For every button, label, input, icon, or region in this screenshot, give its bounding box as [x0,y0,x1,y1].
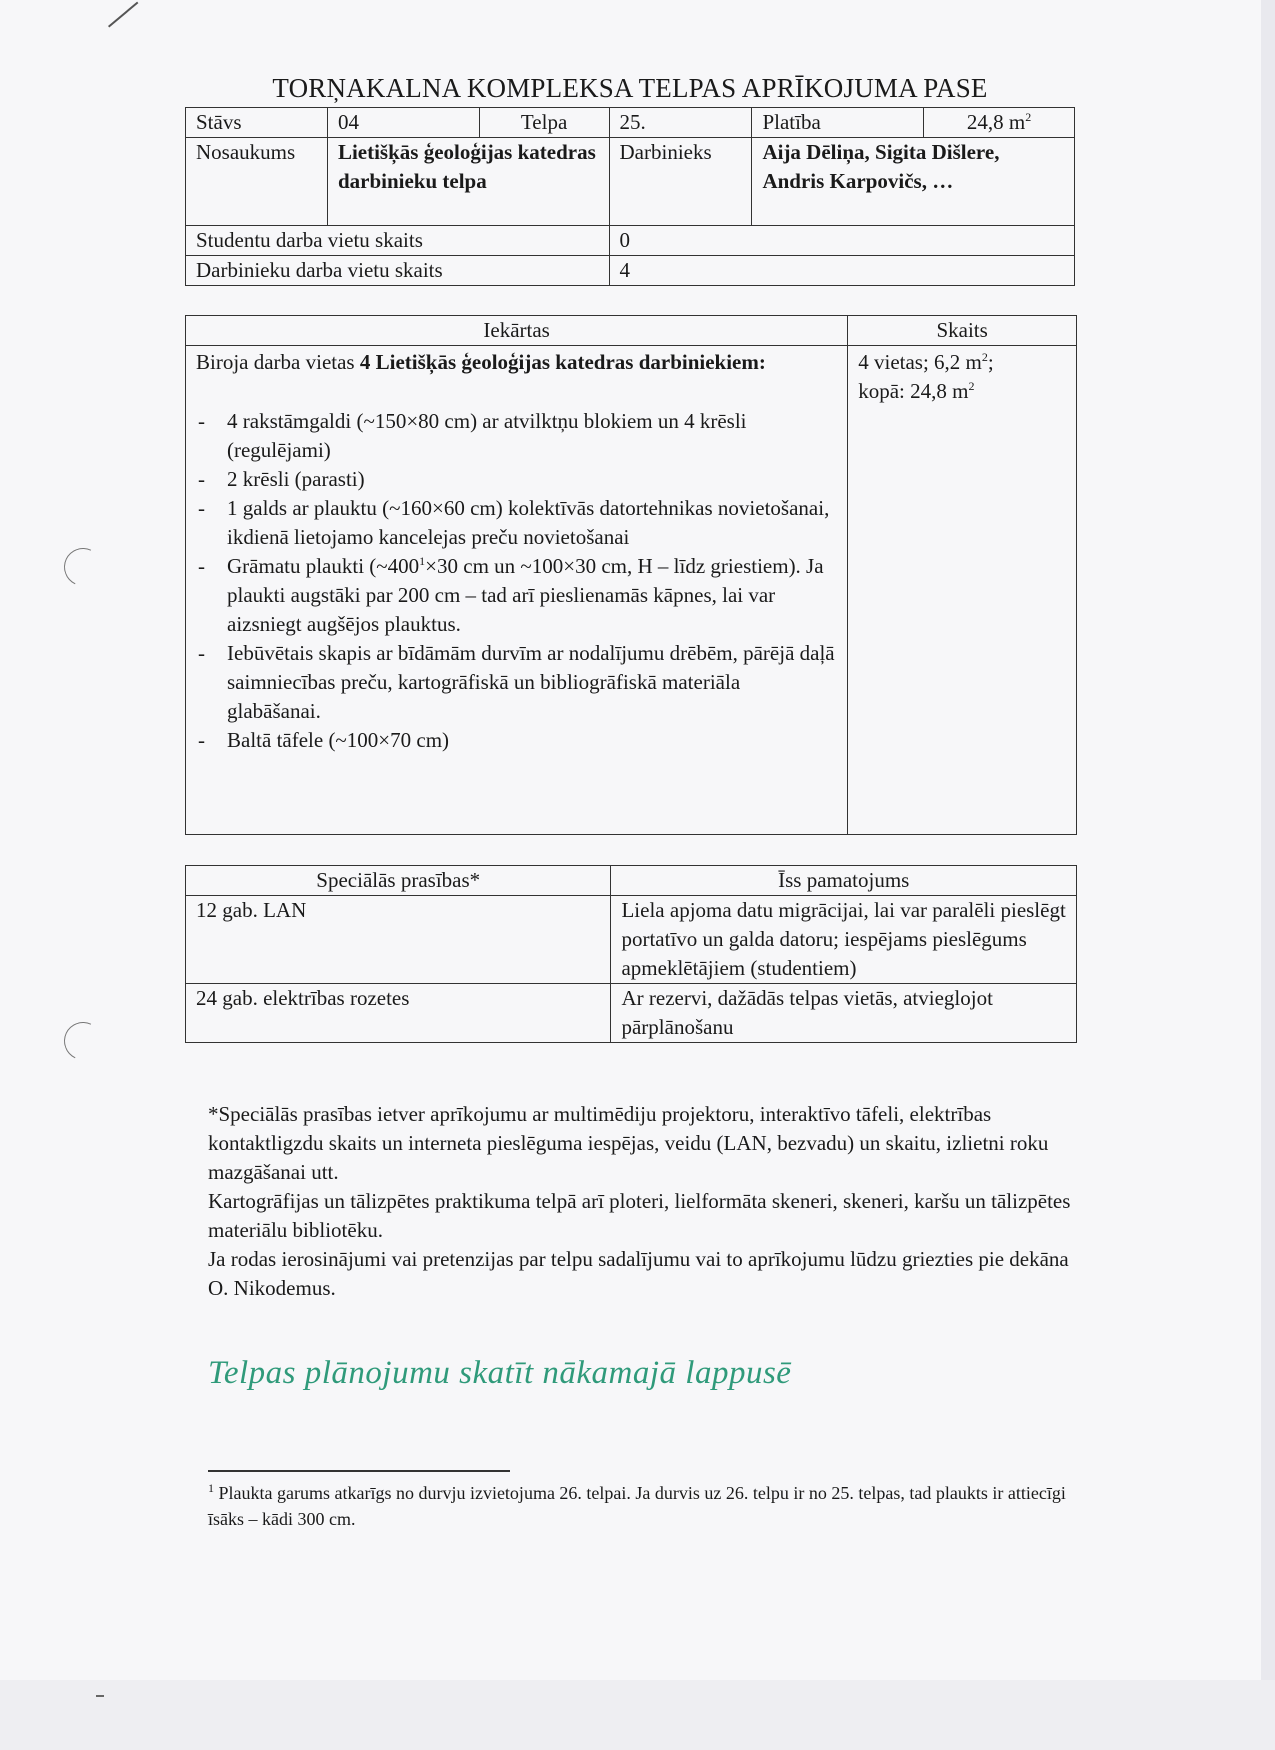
table-row [186,226,1075,256]
scan-edge [1261,0,1275,1750]
staff-names: Aija Dēliņa, Sigita Dišlere, Andris Karpovičs, … [752,138,1075,226]
list-item: - Baltā tāfele (~100×70 cm) [196,726,837,755]
punch-hole [59,543,108,592]
requirements-column-header: Speciālās prasības* [186,866,611,896]
table-header-row [186,866,1077,896]
reason-cell: Ar rezervi, dažādās telpas vietās, atvieglojot pārplānošanu [611,984,1077,1043]
student-seats-label: Studentu darba vietu skaits [186,226,610,256]
shelves-text-a: Grāmatu plaukti (~400 [227,554,420,578]
list-item: - 1 galds ar plauktu (~160×60 cm) kolektīvās datortehnikas novietošanai, ikdienā lietojamo kancelejas preču novietošanai [196,494,837,552]
count-line-1-end: ; [987,350,994,374]
student-seats-value: 0 [609,226,1074,256]
equipment-column-header: Iekārtas [186,316,848,346]
staff-seats-value: 4 [609,256,1074,286]
list-item [196,552,837,639]
equipment-table [185,315,1077,835]
note-paragraph: Kartogrāfijas un tālizpētes praktikuma telpā arī ploteri, lielformāta skeneri, skeneri, karšu un tālizpētes materiālu bibliotēku. [208,1189,1071,1242]
equipment-intro [196,348,837,377]
scan-edge-bottom [0,1680,1275,1750]
staff-seats-label: Darbinieku darba vietu skaits [186,256,610,286]
room-info-table [185,107,1075,286]
floor-label: Stāvs [186,108,328,138]
list-item: - 2 krēsli (parasti) [196,465,837,494]
room-value: 25. [609,108,752,138]
equipment-cell [186,346,848,835]
note-paragraph: Ja rodas ierosinājumi vai pretenzijas par telpu sadalījumu vai to aprīkojumu lūdzu griezties pie dekāna O. Nikodemus. [208,1247,1069,1300]
equipment-intro-plain: Biroja darba vietas [196,350,360,374]
count-line-1-text: 4 vietas; 6,2 m [858,350,982,374]
name-label: Nosaukums [186,138,328,226]
list-item: - 4 rakstāmgaldi (~150×80 cm) ar atvilktņu blokiem un 4 krēsli (regulējami) [196,407,837,465]
footnote-divider [208,1470,510,1472]
floor-value: 04 [327,108,479,138]
area-unit-sup: 2 [1025,110,1032,124]
table-row [186,896,1077,984]
footnote-ref: 1 [419,554,426,568]
footnote-text: Plaukta garums atkarīgs no durvju izvietojuma 26. telpai. Ja durvis uz 26. telpu ir no 25. telpas, tad plaukts ir attiecīgi īsāks – kādi 300 cm. [208,1483,1066,1529]
requirement-cell: 24 gab. elektrības rozetes [186,984,611,1043]
table-row [186,108,1075,138]
list-item: - Iebūvētais skapis ar bīdāmām durvīm ar nodalījumu drēbēm, pārējā daļā saimniecības preču, kartogrāfiskā un bibliogrāfiskā materiāla glabāšanai. [196,639,837,726]
punch-hole [59,1017,108,1066]
equipment-intro-bold: 4 Lietišķās ģeoloģijas katedras darbiniekiem: [359,350,766,374]
pen-mark [108,2,138,28]
equipment-list [196,407,837,755]
count-line-2 [858,377,1066,406]
count-cell [848,346,1077,835]
footnote-mark: 1 [208,1481,214,1495]
reason-cell: Liela apjoma datu migrācijai, lai var paralēli pieslēgt portatīvo un galda datoru; iespējams pieslēgums apmeklētājiem (studentiem) [611,896,1077,984]
area-value [924,108,1075,138]
requirement-cell: 12 gab. LAN [186,896,611,984]
count-column-header: Skaits [848,316,1077,346]
table-row [186,256,1075,286]
scan-speck [96,1695,104,1697]
count-line-1-sup: 2 [981,350,988,364]
footnote [208,1480,1078,1532]
special-requirements-table [185,865,1077,1043]
room-name: Lietišķās ģeoloģijas katedras darbinieku telpa [327,138,609,226]
table-row [186,138,1075,226]
shelves-text-b: ×30 cm un ~100×30 cm, H – līdz griestiem). Ja plaukti augstāki par 200 cm – tad arī pieslienamās kāpnes, lai var aizsniegt augšējos plauktus. [227,554,824,636]
count-line-1 [858,348,1066,377]
notes-block [208,1100,1078,1303]
page-title: TORŅAKALNA KOMPLEKSA TELPAS APRĪKOJUMA PASE [272,73,988,103]
reason-column-header: Īss pamatojums [611,866,1077,896]
room-label: Telpa [479,108,609,138]
table-row [186,346,1077,835]
staff-label: Darbinieks [609,138,752,226]
next-page-note: Telpas plānojumu skatīt nākamajā lappusē [208,1355,792,1391]
count-line-2-sup: 2 [968,379,975,393]
count-line-2-text: kopā: 24,8 m [858,379,969,403]
note-paragraph: *Speciālās prasības ietver aprīkojumu ar multimēdiju projektoru, interaktīvo tāfeli, elektrības kontaktligzdu skaits un interneta pieslēguma iespējas, veidu (LAN, bezvadu) un skaitu, izlietni roku mazgāšanai utt. [208,1102,1049,1184]
table-header-row [186,316,1077,346]
area-value-text: 24,8 m [966,110,1026,134]
area-label: Platība [752,108,924,138]
table-row [186,984,1077,1043]
